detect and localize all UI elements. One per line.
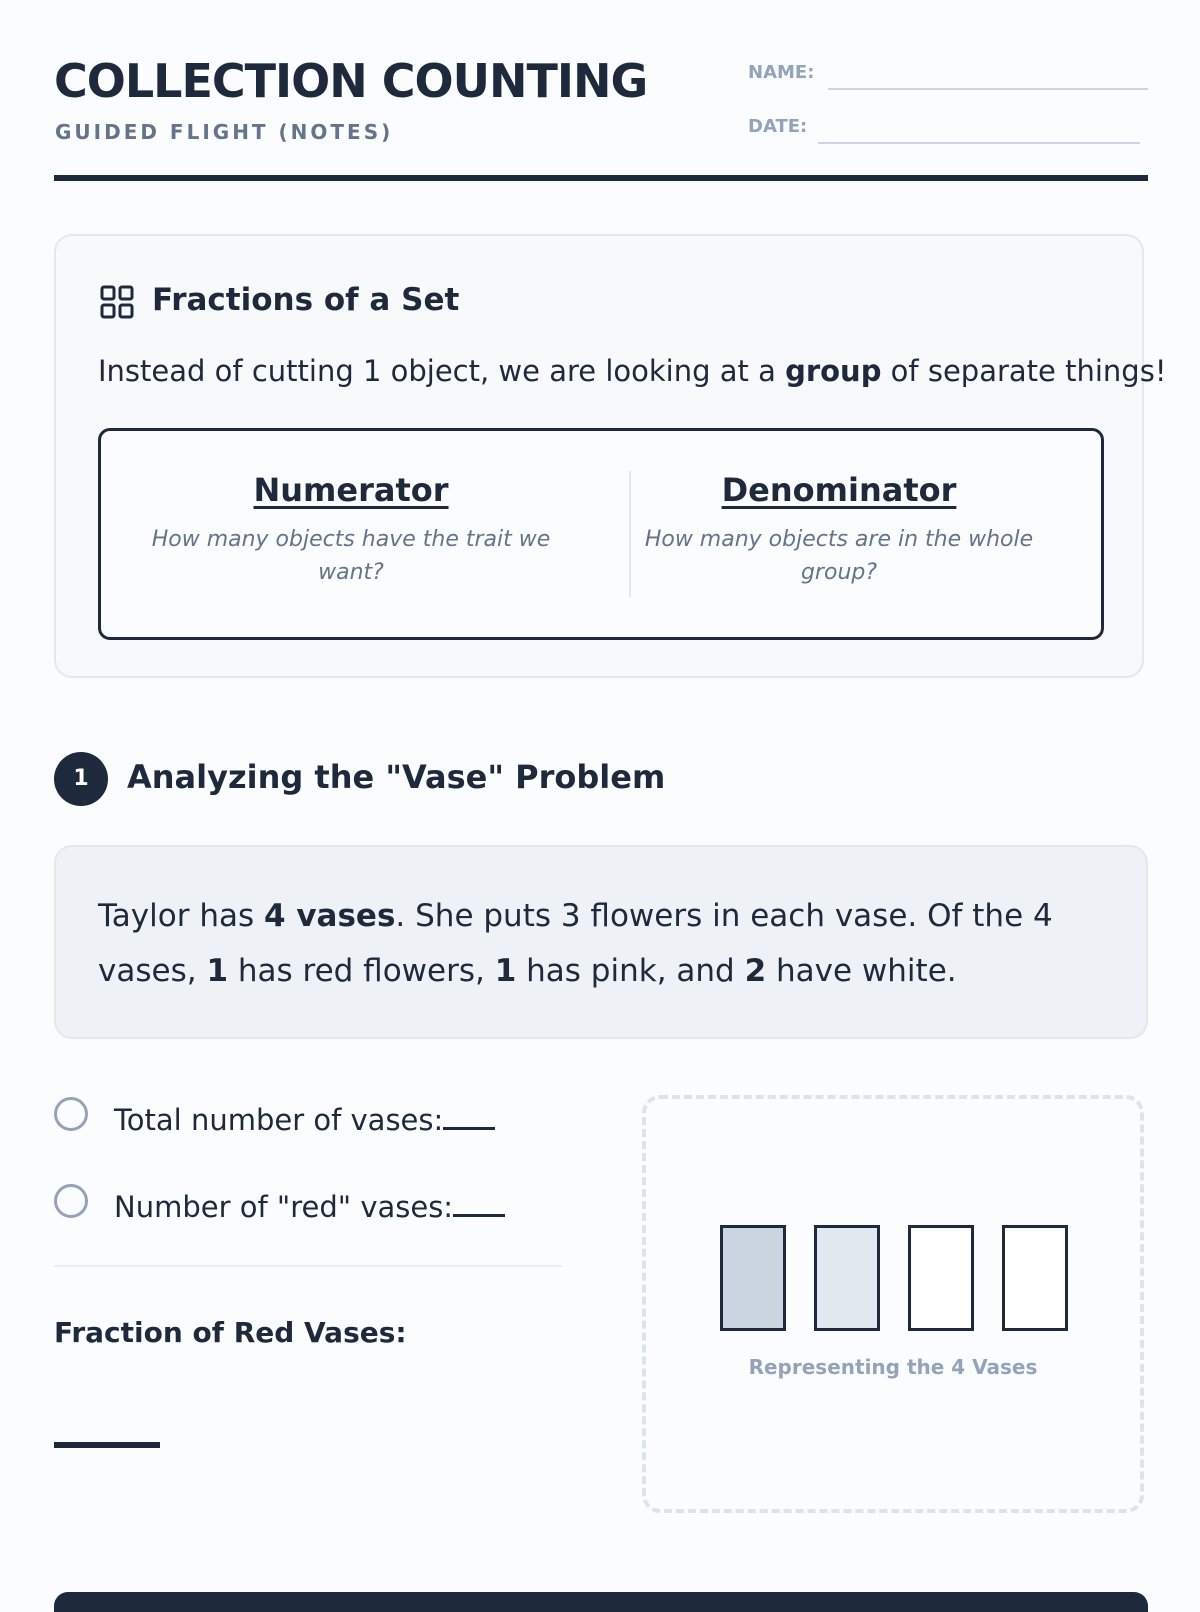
- denominator-term: Denominator: [721, 471, 957, 509]
- vase-rect: [908, 1225, 974, 1331]
- checklist-divider: [54, 1265, 562, 1267]
- intro-emphasis: group: [785, 354, 882, 388]
- section-title: Analyzing the "Vase" Problem: [127, 758, 666, 796]
- checklist-label-text: Number of "red" vases:: [114, 1190, 454, 1224]
- worksheet-page: [54, 0, 1167, 1600]
- answer-blank[interactable]: [443, 1099, 495, 1130]
- checklist-label: [114, 1186, 505, 1224]
- checklist-label: [114, 1099, 495, 1137]
- problem-card: [54, 845, 1148, 1039]
- denominator-definition: [619, 471, 1059, 589]
- checkbox-circle[interactable]: [54, 1184, 88, 1218]
- problem-emphasis: 1: [206, 953, 229, 989]
- date-label: DATE:: [748, 116, 808, 137]
- name-field[interactable]: [748, 60, 1148, 90]
- problem-text: [98, 889, 1058, 999]
- definition-box: [98, 428, 1104, 640]
- concept-card: [54, 234, 1167, 678]
- numerator-definition: [131, 471, 571, 589]
- answer-blank[interactable]: [453, 1186, 505, 1217]
- numerator-term: Numerator: [253, 471, 449, 509]
- vase-group: [720, 1225, 1070, 1333]
- bottom-bar: [54, 1592, 1148, 1612]
- concept-intro: [98, 354, 1166, 388]
- problem-text-part: has pink, and: [516, 953, 745, 989]
- vase-caption: Representing the 4 Vases: [748, 1355, 1038, 1379]
- problem-text-part: has red flowers,: [228, 953, 495, 989]
- page-subtitle: GUIDED FLIGHT (NOTES): [55, 120, 394, 144]
- problem-text-part: Taylor has: [98, 898, 264, 934]
- problem-text-part: . She puts 3 flowers in each vase. Of the 4 vases,: [98, 898, 1053, 989]
- header-divider: [54, 175, 1148, 181]
- denominator-description: How many objects are in the whole group?: [644, 527, 1034, 585]
- checkbox-circle[interactable]: [54, 1097, 88, 1131]
- fraction-label: Fraction of Red Vases:: [54, 1316, 407, 1349]
- name-line[interactable]: [828, 88, 1148, 90]
- vase-visual-box: [642, 1095, 1144, 1513]
- name-label: NAME:: [748, 62, 815, 83]
- checklist-label-text: Total number of vases:: [114, 1103, 444, 1137]
- date-field[interactable]: [748, 114, 1148, 144]
- fraction-answer-line[interactable]: [54, 1442, 160, 1448]
- vase-rect: [814, 1225, 880, 1331]
- page-title: COLLECTION COUNTING: [54, 54, 648, 108]
- problem-text-part: have white.: [766, 953, 957, 989]
- concept-title: Fractions of a Set: [152, 282, 460, 318]
- problem-emphasis: 2: [744, 953, 767, 989]
- intro-text-end: of separate things!: [881, 354, 1167, 388]
- section-number-badge: 1: [54, 752, 108, 806]
- vase-rect: [1002, 1225, 1068, 1331]
- vase-rect: [720, 1225, 786, 1331]
- numerator-description: How many objects have the trait we want?: [151, 527, 551, 585]
- date-line[interactable]: [818, 142, 1140, 144]
- problem-emphasis: 1: [494, 953, 517, 989]
- intro-text-start: Instead of cutting 1 object, we are looking at a: [98, 354, 786, 388]
- problem-emphasis: 4 vases: [263, 898, 396, 934]
- worksheet-header: [54, 0, 1148, 180]
- grid-icon: [100, 285, 134, 319]
